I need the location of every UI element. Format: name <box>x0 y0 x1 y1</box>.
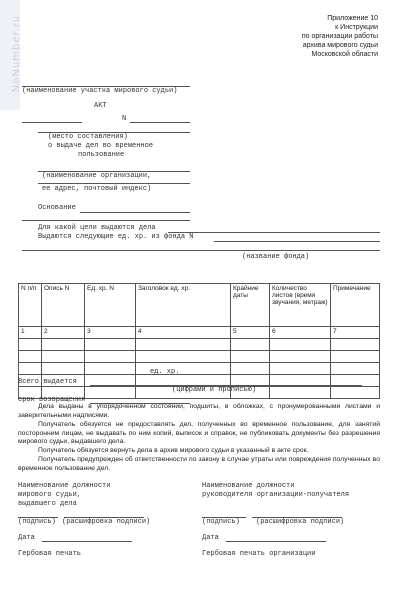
left-seal-label: Гербовая печать <box>18 550 82 558</box>
col-number: 7 <box>331 327 380 339</box>
col-header: Крайние даты <box>231 284 270 327</box>
left-sign-caption: (подпись) <box>18 518 56 526</box>
col-header: Количество листов (время звучания, метраж) <box>270 284 331 327</box>
act-date-line <box>22 122 82 123</box>
table-header-row <box>19 284 380 327</box>
paragraph-restrictions: Получатель обязуется не предоставлять дел, полученных во временное пользование, для занятий посторонним лицам, не выдавать по ним копий, выписок и справок, не публиковать документы без разрешения мирового судьи, выдавшего дела. <box>18 421 380 445</box>
appendix-line: Приложение 10 <box>327 15 378 22</box>
address-caption: ее адрес, почтовый индекс) <box>42 185 152 193</box>
total-label: Всего выдается <box>18 378 77 386</box>
left-name-caption: (расшифровка подписи) <box>62 518 151 526</box>
right-date-label: Дата <box>202 534 219 542</box>
act-subject-line1: о выдаче дел во временное <box>48 142 154 150</box>
col-number: 3 <box>85 327 136 339</box>
act-title: АКТ <box>94 102 107 110</box>
act-number-line <box>130 122 190 123</box>
basis-line-2 <box>22 220 190 221</box>
right-position-block <box>202 482 349 500</box>
total-caption: (цифрами и прописью) <box>172 386 257 394</box>
units-label: ед. хр. <box>150 368 180 376</box>
table-row <box>19 339 380 351</box>
purpose-label: Для какой цели выдаются дела <box>38 224 156 232</box>
return-label: срок возвращения <box>18 396 86 404</box>
appendix-line: по организации работы <box>301 33 378 40</box>
table-row <box>19 351 380 363</box>
paragraph-liability: Получатель предупрежден об ответственности по закону в случае утраты или повреждения полученных во временное пользование дел. <box>18 456 380 472</box>
left-position-line: мирового судьи, <box>18 491 82 499</box>
col-number: 1 <box>19 327 42 339</box>
right-position-line: руководителя организации-получателя <box>202 491 350 499</box>
org-caption: (наименование организации, <box>42 172 152 180</box>
right-name-caption: (расшифровка подписи) <box>256 518 345 526</box>
appendix-line: к Инструкции <box>335 24 378 31</box>
place-caption: (место составления) <box>48 133 128 141</box>
fund-line-2 <box>22 250 380 251</box>
paragraph-return: Получатель обязуется вернуть дела в архив мирового судьи в указанный в акте срок. <box>38 447 309 454</box>
paragraph-state: Дела выданы в упорядоченном состоянии, подшиты, в обложках, с пронумерованными листами и заверительными надписями. <box>18 403 380 419</box>
left-date-label: Дата <box>18 534 35 542</box>
appendix-block <box>238 14 378 59</box>
basis-label: Основание <box>38 204 76 212</box>
col-header: N п/п <box>19 284 42 327</box>
left-position-block <box>18 482 110 509</box>
right-seal-label: Гербовая печать организации <box>202 550 316 558</box>
col-header: Ед. хр. N <box>85 284 136 327</box>
left-position-line: Наименование должности <box>18 482 111 490</box>
appendix-line: Московской области <box>311 51 378 58</box>
fund-line <box>214 241 380 242</box>
left-date-line <box>42 541 132 542</box>
right-sign-caption: (подпись) <box>202 518 240 526</box>
right-position-line: Наименование должности <box>202 482 295 490</box>
address-line <box>38 183 190 184</box>
table-row <box>19 363 380 375</box>
table-number-row <box>19 327 380 339</box>
act-subject-line2: пользование <box>78 151 125 159</box>
watermark: NoNumber.ru <box>11 14 23 93</box>
col-number: 5 <box>231 327 270 339</box>
act-number-sign: N <box>122 115 127 123</box>
appendix-line: архива мирового судьи <box>302 42 378 49</box>
col-number: 4 <box>136 327 231 339</box>
col-header: Примечание <box>331 284 380 327</box>
col-header: Заголовок ед. хр. <box>136 284 231 327</box>
court-caption: (наименование участка мирового судьи) <box>22 87 178 95</box>
purpose-line <box>168 232 380 233</box>
col-number: 2 <box>42 327 85 339</box>
left-position-line: выдавшего дела <box>18 500 77 508</box>
col-number: 6 <box>270 327 331 339</box>
basis-line <box>80 212 190 213</box>
right-date-line <box>226 541 326 542</box>
col-header: Опись N <box>42 284 85 327</box>
issued-label: Выдаются следующие ед. хр. из фонда N <box>38 233 194 241</box>
fund-caption: (название фонда) <box>242 253 310 261</box>
